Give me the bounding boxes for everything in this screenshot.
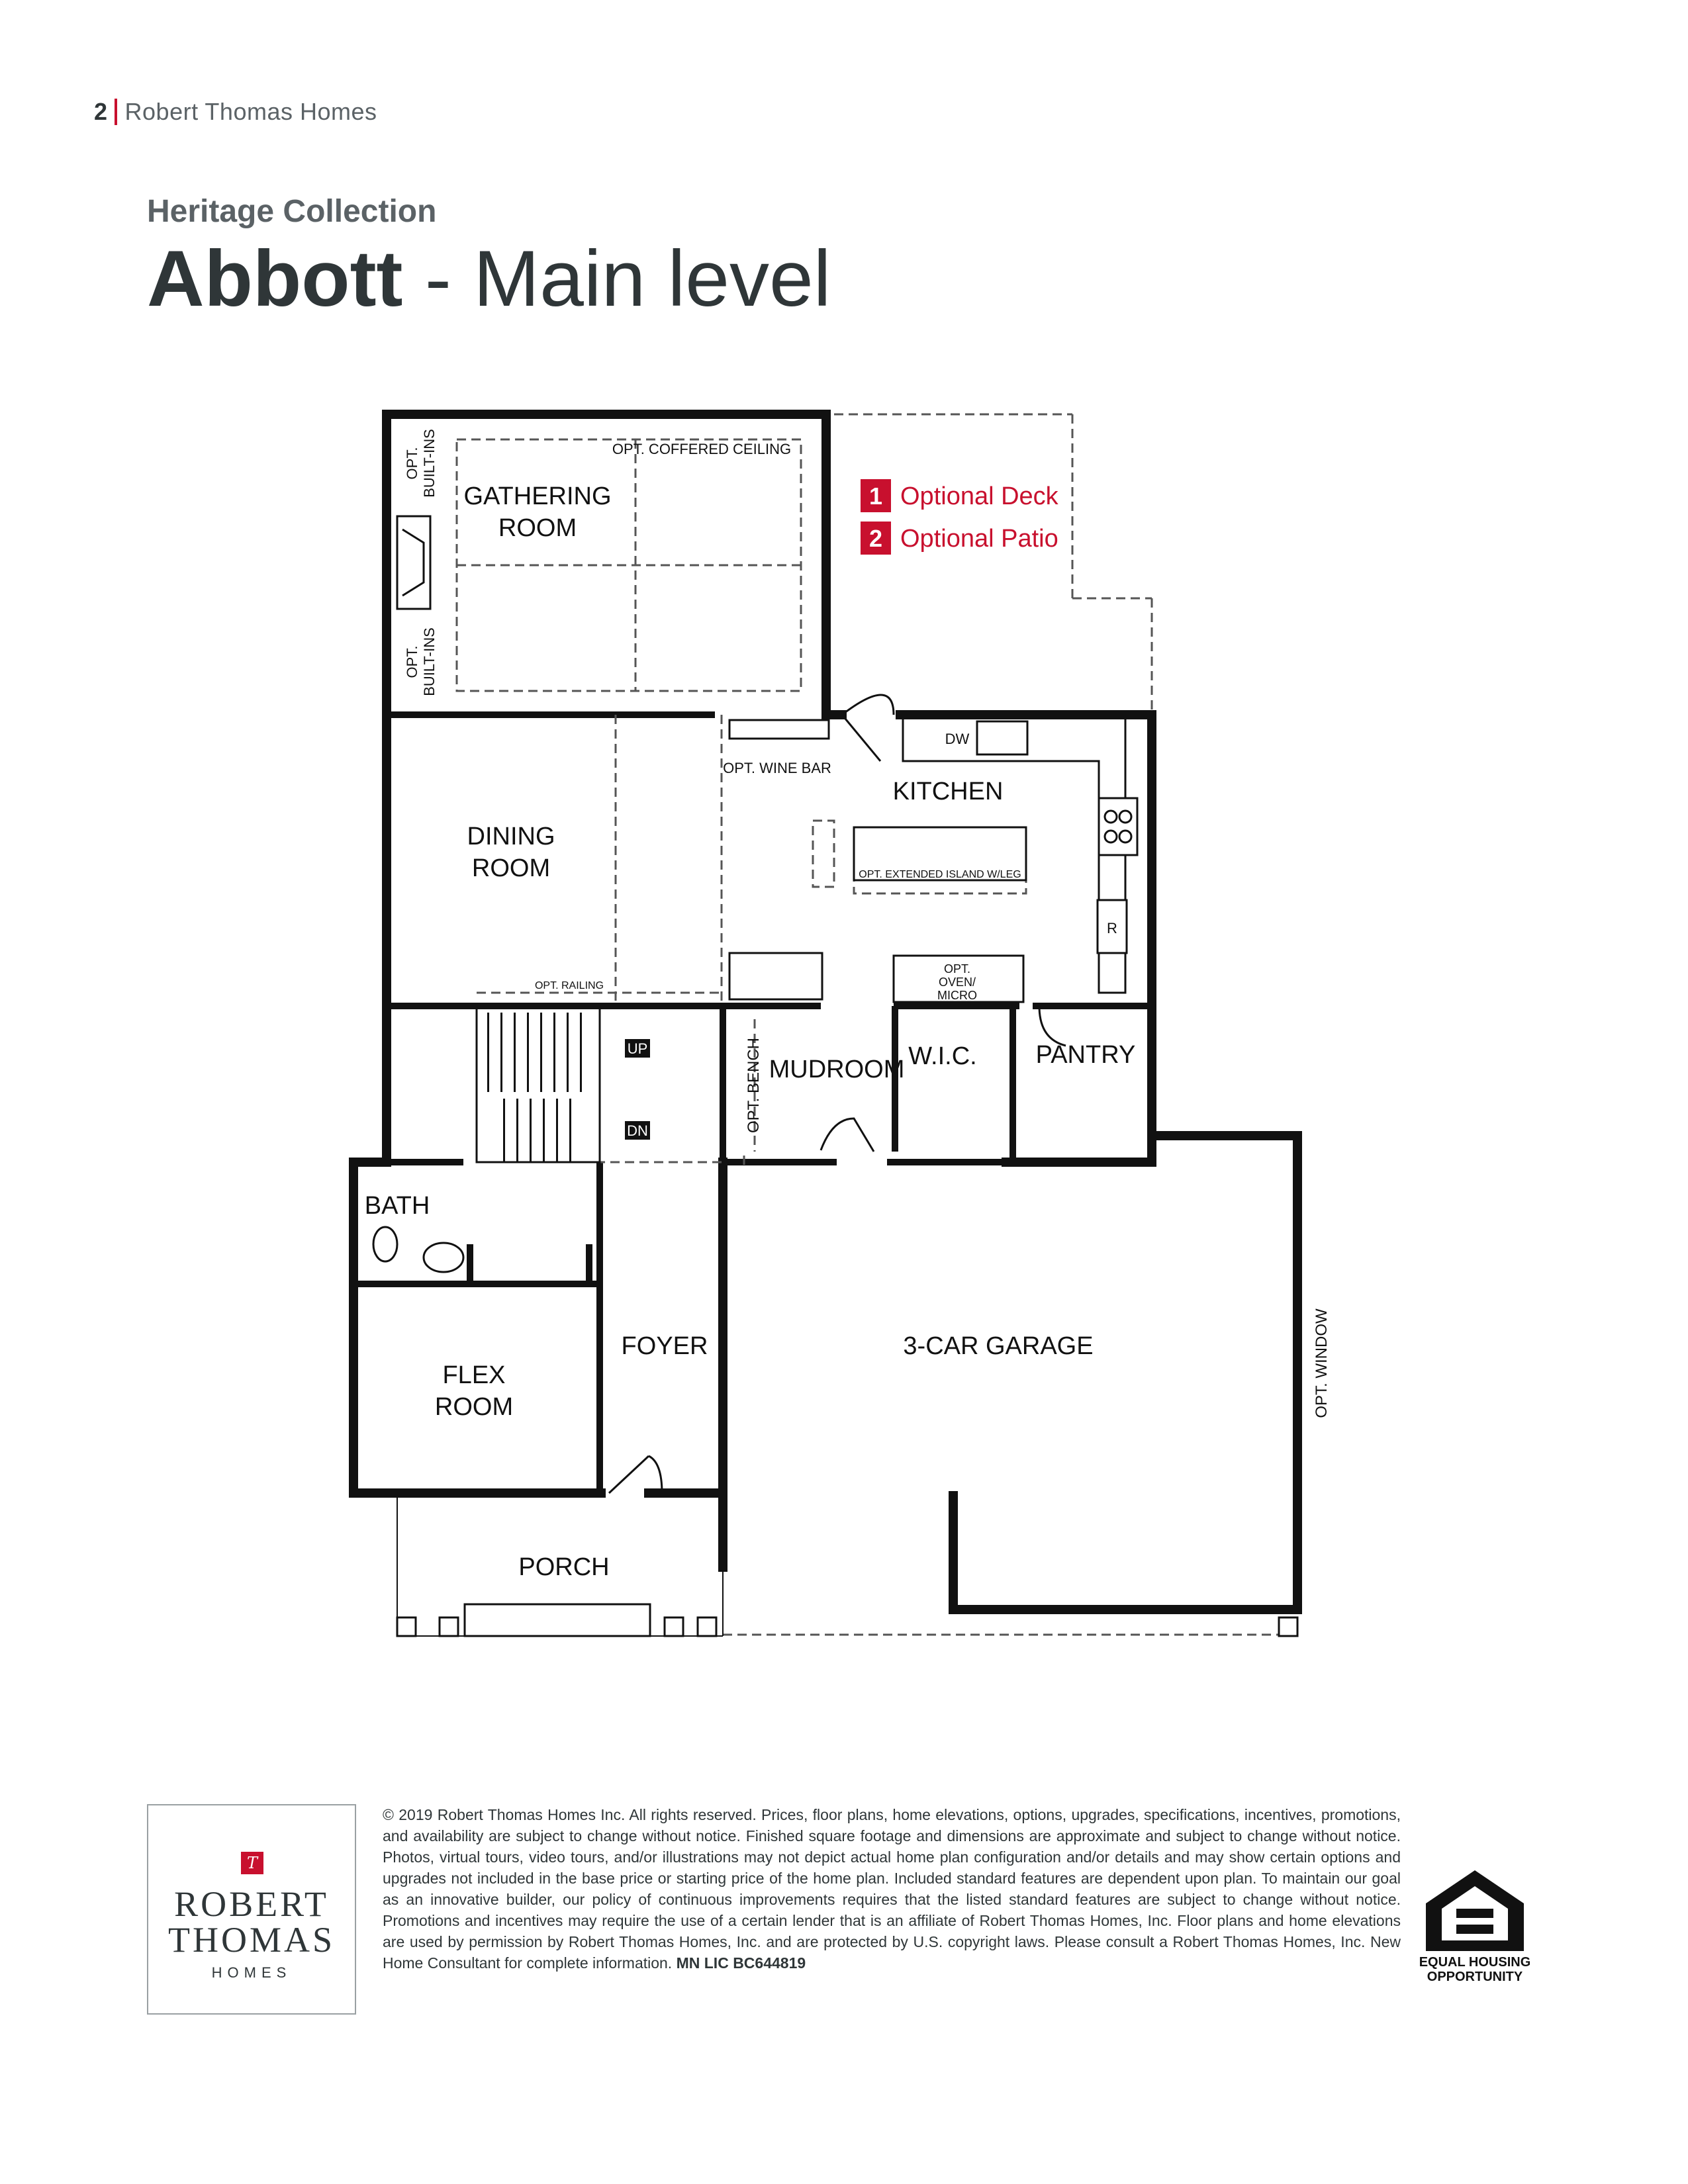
- note-oven-line1: OPT.: [943, 962, 971, 976]
- plan-level: - Main level: [402, 234, 831, 323]
- legal-text: © 2019 Robert Thomas Homes Inc. All rights reserved. Prices, floor plans, home elevations, options, upgrades, specifications, incentives, promotions, and availability are subject to change without notice. Finished square footage and dimensions are approximate and subject to change without notice. Photos, virtual tours, video tours, and/or illustrations may not depict actual home plan configuration and/or details and may show certain options and upgrades not included in the base price or starting price of the home plan. Included standard features are dependent upon plan. To maintain our goal as an innovative builder, our policy of continuous improvements requires that the listed standard features are subject to change without notice. Promotions and incentives may require the use of a certain lender that is an affiliate of Robert Thomas Homes, Inc. Floor plans and home elevations are used by permission by Robert Thomas Homes, Inc. and are protected by U.S. copyright laws. Please consult a Robert Thomas Homes, Inc. New Home Consultant for complete information.: [383, 1806, 1401, 1972]
- stair-dn-tag: DN: [627, 1122, 648, 1139]
- room-label-foyer: FOYER: [621, 1332, 708, 1360]
- room-label-porch: PORCH: [518, 1553, 610, 1581]
- logo-mark: T: [241, 1852, 263, 1874]
- note-refrigerator: R: [1107, 920, 1117, 936]
- legal-disclaimer: [383, 1804, 1401, 1974]
- brand-name: Robert Thomas Homes: [124, 98, 377, 125]
- note-railing: OPT. RAILING: [534, 980, 604, 991]
- room-label-wic: W.I.C.: [908, 1042, 977, 1070]
- note-builtins-a-line1: OPT.: [404, 447, 420, 480]
- room-label-kitchen: KITCHEN: [892, 778, 1004, 805]
- logo-line-3: HOMES: [211, 1964, 292, 1981]
- option-1-number: 1: [868, 482, 883, 510]
- note-coffered-ceiling: OPT. COFFERED CEILING: [612, 441, 792, 457]
- room-label-dining-line2: ROOM: [471, 854, 551, 882]
- note-builtins-b-line2: BUILT-INS: [421, 627, 438, 696]
- room-label-garage: 3-CAR GARAGE: [903, 1332, 1094, 1360]
- option-legend: [861, 479, 1059, 555]
- stair-up-tag: UP: [627, 1040, 648, 1057]
- stair-tags: [625, 1039, 650, 1140]
- room-label-flex-line1: FLEX: [442, 1361, 506, 1389]
- equal-housing-line-1: EQUAL HOUSING: [1419, 1955, 1531, 1970]
- note-oven-line3: MICRO: [937, 989, 977, 1002]
- equal-housing-icon: [1422, 1866, 1528, 2005]
- note-builtins-b-line1: OPT.: [404, 645, 420, 678]
- room-label-dining-line1: DINING: [467, 823, 555, 850]
- company-logo: [147, 1804, 356, 2015]
- note-dishwasher: DW: [945, 731, 970, 747]
- logo-line-2: THOMAS: [167, 1920, 336, 1960]
- room-label-flex-line2: ROOM: [434, 1393, 514, 1421]
- option-1-label: Optional Deck: [900, 482, 1058, 510]
- door-swings: [609, 695, 1066, 1493]
- room-label-bath: BATH: [364, 1192, 430, 1220]
- plan-name: Abbott: [147, 234, 403, 323]
- room-label-pantry: PANTRY: [1035, 1041, 1136, 1069]
- stair-treads: [487, 1013, 582, 1162]
- note-extended-island: OPT. EXTENDED ISLAND W/LEG: [859, 869, 1021, 880]
- option-2-number: 2: [868, 525, 883, 552]
- equal-housing-text: [1415, 1955, 1534, 1984]
- note-window: OPT. WINDOW: [1313, 1308, 1331, 1418]
- collection-name: Heritage Collection: [147, 194, 437, 229]
- logo-line-1: ROBERT: [174, 1884, 329, 1924]
- exterior-walls: [353, 414, 1297, 1610]
- room-label-gathering-line2: ROOM: [498, 514, 577, 542]
- license-number: MN LIC BC644819: [676, 1954, 806, 1972]
- note-oven-line2: OVEN/: [938, 976, 976, 989]
- dashed-lines: [457, 414, 1297, 1635]
- note-wine-bar: OPT. WINE BAR: [723, 760, 831, 776]
- page-number: 2: [94, 98, 108, 125]
- room-label-gathering-line1: GATHERING: [463, 482, 612, 510]
- equal-housing-line-2: OPPORTUNITY: [1427, 1970, 1523, 1984]
- room-label-mudroom: MUDROOM: [769, 1056, 905, 1083]
- note-bench: OPT. BENCH: [745, 1037, 763, 1134]
- option-2-label: Optional Patio: [900, 525, 1058, 553]
- note-builtins-a-line2: BUILT-INS: [421, 429, 438, 498]
